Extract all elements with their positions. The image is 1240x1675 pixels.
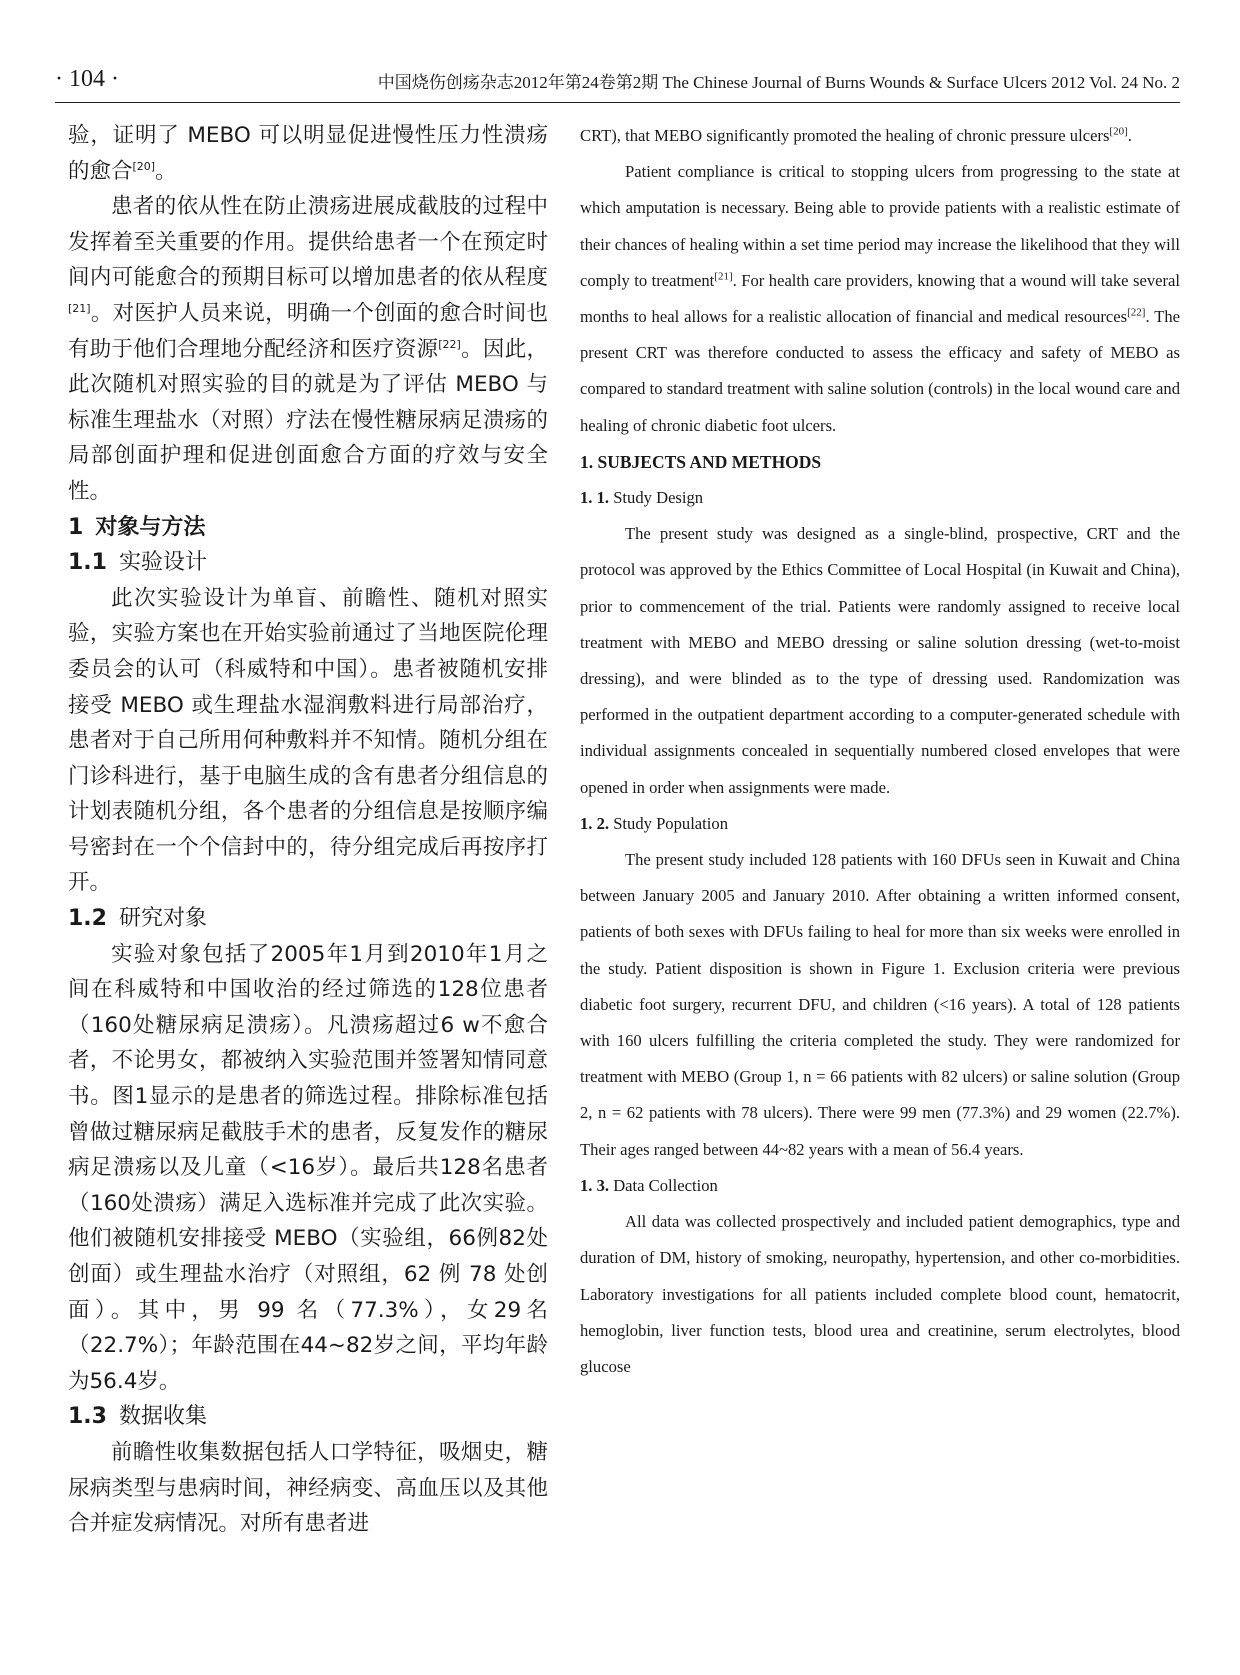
cn-paragraph-1: 验，证明了 MEBO 可以明显促进慢性压力性溃疡的愈合[20]。: [68, 123, 548, 184]
citation: [21]: [68, 301, 91, 315]
en-paragraph-5: All data was collected prospectively and included patient demographics, type and duration of DM, history of smoking, neuropathy, hypertension, and other co-morbidities. Laboratory investigations for all patients included complete blood count, hematocrit, hemoglobin, liver function tests, blood urea and creatinine, serum electrolytes, blood glucose: [580, 1212, 1180, 1376]
citation: [22]: [1127, 306, 1146, 319]
cn-subsection-heading-1-1: 1.1 实验设计: [68, 550, 207, 576]
en-section-heading: 1. SUBJECTS AND METHODS: [580, 451, 822, 472]
cn-subsection-heading-1-3: 1.3 数据收集: [68, 1404, 207, 1430]
en-paragraph-3: The present study was designed as a single-blind, prospective, CRT and the protocol was approved by the Ethics Committee of Local Hospital (in Kuwait and China), prior to commencement of the trial. Patients were randomly assigned to receive local treatment with MEBO and MEBO dressing or saline solution dressing (wet-to-moist dressing), and were blinded as to the type of dressing used. Randomization was performed in the outpatient department according to a computer-generated schedule with individual assignments concealed in sequentially numbered closed envelopes that were opened in order when assignments were made.: [580, 524, 1180, 797]
cn-paragraph-5: 前瞻性收集数据包括人口学特征，吸烟史，糖尿病类型与患病时间，神经病变、高血压以及其他合并症发病情况。对所有患者进: [68, 1439, 548, 1537]
en-subsection-heading-1-3: 1. 3. Data Collection: [580, 1175, 718, 1195]
en-subsection-heading-1-2: 1. 2. Study Population: [580, 813, 728, 833]
cn-subsection-heading-1-2: 1.2 研究对象: [68, 906, 207, 932]
en-paragraph-1: CRT), that MEBO significantly promoted the healing of chronic pressure ulcers[20].: [580, 125, 1132, 145]
page-number: · 104 ·: [55, 66, 119, 92]
en-paragraph-2: Patient compliance is critical to stopping ulcers from progressing to the state at which amputation is necessary. Being able to provide patients with a realistic estimate of their chances of healing within a set time period may increase the likelihood that they will comply to treatment[21]. For health care providers, knowing that a wound will take several months to heal allows for a realistic allocation of financial and medical resources[22]. The present CRT was therefore conducted to assess the efficacy and safety of MEBO as compared to standard treatment with saline solution (controls) in the local wound care and healing of chronic diabetic foot ulcers.: [580, 162, 1180, 435]
en-subsection-heading-1-1: 1. 1. Study Design: [580, 488, 704, 508]
cn-paragraph-2: 患者的依从性在防止溃疡进展成截肢的过程中发挥着至关重要的作用。提供给患者一个在预定时间内可能愈合的预期目标可以增加患者的依从程度[21]。对医护人员来说，明确一个创面的愈合时间也有助于他们合理地分配经济和医疗资源[22]。因此，此次随机对照实验的目的就是为了评估 MEBO 与标准生理盐水（对照）疗法在慢性糖尿病足溃疡的局部创面护理和促进创面愈合方面的疗效与安全性。: [68, 194, 548, 504]
citation: [21]: [714, 270, 733, 283]
citation: [22]: [438, 337, 461, 351]
cn-paragraph-4: 实验对象包括了2005年1月到2010年1月之间在科威特和中国收治的经过筛选的128位患者（160处糖尿病足溃疡）。凡溃疡超过6 w不愈合者，不论男女，都被纳入实验范围并签署知情同意书。图1显示的是患者的筛选过程。排除标准包括曾做过糖尿病足截肢手术的患者，反复发作的糖尿病足溃疡以及儿童（<16岁）。最后共128名患者（160处溃疡）满足入选标准并完成了此次实验。他们被随机安排接受 MEBO（实验组，66例82处创面）或生理盐水治疗（对照组，62 例 78 处创面）。其中，男 99 名（77.3%），女29名（22.7%）；年龄范围在44~82岁之间，平均年龄为56.4岁。: [68, 941, 548, 1394]
citation: [20]: [132, 159, 156, 173]
cn-section-heading: 1 对象与方法: [68, 514, 206, 540]
running-title: 中国烧伤创疡杂志2012年第24卷第2期 The Chinese Journal of Burns Wounds & Surface Ulcers 2012 Vol. 24 No. 2: [377, 73, 1180, 92]
en-paragraph-4: The present study included 128 patients with 160 DFUs seen in Kuwait and China between January 2005 and January 2010. After obtaining a written informed consent, patients of both sexes with DFUs failing to heal for more than six weeks were enrolled in the study. Patient disposition is shown in Figure 1. Exclusion criteria were previous diabetic foot surgery, recurrent DFU, and children (<16 years). A total of 128 patients with 160 ulcers fulfilling the criteria completed the study. They were randomized for treatment with MEBO (Group 1, n = 66 patients with 82 ulcers) or saline solution (Group 2, n = 62 patients with 78 ulcers). There were 99 men (77.3%) and 29 women (22.7%). Their ages ranged between 44~82 years with a mean of 56.4 years.: [580, 850, 1180, 1159]
citation: [20]: [1109, 125, 1128, 138]
cn-paragraph-3: 此次实验设计为单盲、前瞻性、随机对照实验，实验方案也在开始实验前通过了当地医院伦理委员会的认可（科威特和中国）。患者被随机安排接受 MEBO 或生理盐水湿润敷料进行局部治疗，患者对于自己所用何种敷料并不知情。随机分组在门诊科进行，基于电脑生成的含有患者分组信息的计划表随机分组，各个患者的分组信息是按顺序编号密封在一个个信封中的，待分组完成后再按序打开。: [68, 585, 548, 896]
chinese-column: [68, 118, 548, 1542]
english-column: [580, 118, 1180, 1385]
running-header: [55, 62, 1180, 103]
